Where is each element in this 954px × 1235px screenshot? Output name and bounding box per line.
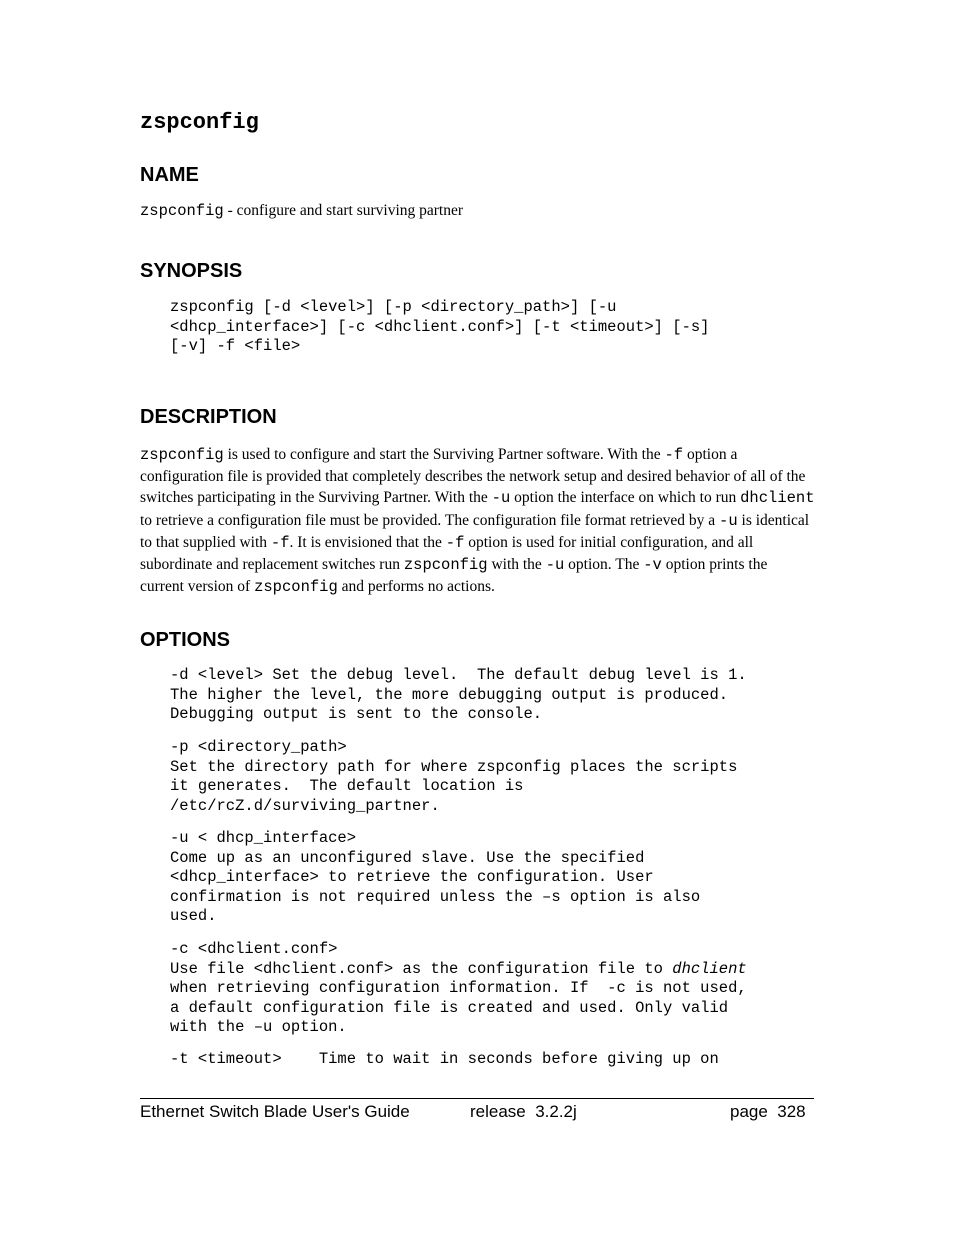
page-title: zspconfig xyxy=(140,110,259,135)
section-heading-description: DESCRIPTION xyxy=(140,406,277,428)
footer-divider xyxy=(140,1098,814,1099)
description-text: with the xyxy=(487,556,546,574)
description-text: option. The xyxy=(564,556,644,574)
section-heading-synopsis: SYNOPSIS xyxy=(140,260,243,282)
description-text: option a configuration file is provided that completely describes the network setup and desired behavior of all of the switches participating in the Surviving Partner. With the xyxy=(140,446,806,507)
option-p-block: -p <directory_path> Set the directory path for where zspconfig places the scripts it generates. The default location is /etc/rcZ.d/surviving_partner. xyxy=(170,738,738,815)
description-text: option the interface on which to run xyxy=(510,489,741,507)
option-c-emphasis: dhclient xyxy=(672,959,747,978)
inline-code: -u xyxy=(545,556,565,575)
inline-code: -u xyxy=(491,489,511,508)
description-text: is identical to that supplied with xyxy=(140,511,810,551)
inline-code: -f xyxy=(270,533,290,552)
option-c-block xyxy=(170,940,747,1038)
inline-code: -f xyxy=(445,533,465,552)
footer-release: release 3.2.2j xyxy=(470,1102,577,1121)
command-name: zspconfig xyxy=(140,202,224,220)
inline-code: -f xyxy=(664,446,684,464)
option-u-block: -u < dhcp_interface> Come up as an unconfigured slave. Use the specified <dhcp_interface> to retrieve the configuration. User confirmation is not required unless the –s option is also used. xyxy=(170,829,701,925)
inline-code: zspconfig xyxy=(140,446,224,464)
option-d-block: -d <level> Set the debug level. The default debug level is 1. The higher the level, the more debugging output is produced. Debugging output is sent to the console. xyxy=(170,666,747,723)
footer-guide-title: Ethernet Switch Blade User's Guide xyxy=(140,1102,410,1121)
inline-code: zspconfig xyxy=(254,578,338,597)
option-t-block: -t <timeout> Time to wait in seconds before giving up on xyxy=(170,1050,719,1068)
section-heading-options: OPTIONS xyxy=(140,629,231,651)
name-description xyxy=(140,202,463,220)
inline-code: zspconfig xyxy=(403,556,488,575)
inline-code: -u xyxy=(719,511,738,530)
description-text: option is used for initial configuration, and all subordinate and replacement switches run xyxy=(140,533,754,574)
synopsis-code: zspconfig [-d <level>] [-p <directory_path>] [-u <dhcp_interface>] [-c <dhclient.conf>] [-t <timeout>] [-s] [-v] -f <file> xyxy=(170,298,710,355)
inline-code: dhclient xyxy=(740,489,815,508)
description-text: option prints the current version of xyxy=(140,556,768,596)
section-heading-name: NAME xyxy=(140,164,199,186)
description-text: and performs no actions. xyxy=(337,578,495,596)
option-c-text: when retrieving configuration information. If -c is not used, a default configuration file is created and used. Only valid with the –u option. xyxy=(170,979,747,1036)
footer-page-number: page 328 xyxy=(730,1102,806,1121)
description-paragraph xyxy=(140,444,815,598)
inline-code: -v xyxy=(643,556,662,575)
command-summary: - configure and start surviving partner xyxy=(223,202,464,219)
description-text: . It is envisioned that the xyxy=(289,533,446,551)
description-text: to retrieve a configuration file must be provided. The configuration file format retrieved by a xyxy=(140,511,720,529)
option-c-text: -c <dhclient.conf> Use file <dhclient.conf> as the configuration file to xyxy=(170,940,663,978)
description-text: is used to configure and start the Surviving Partner software. With the xyxy=(223,446,665,463)
